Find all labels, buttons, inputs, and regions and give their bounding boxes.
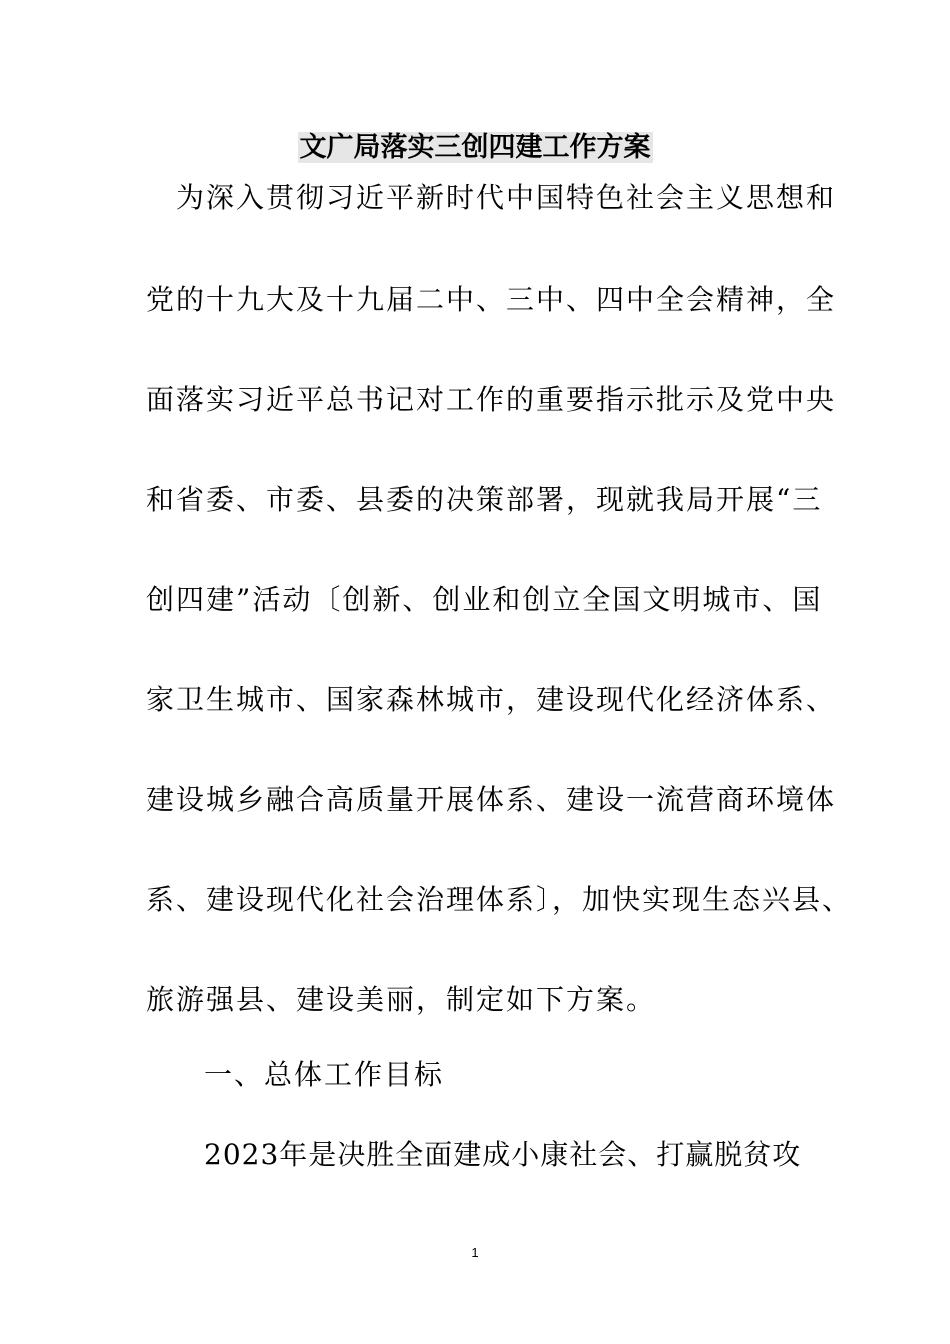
- paragraph-line-10: 2023年是决胜全面建成小康社会、打赢脱贫攻: [204, 1138, 802, 1171]
- document-title: [0, 128, 950, 168]
- paragraph-line-1: 为深入贯彻习近平新时代中国特色社会主义思想和: [176, 181, 837, 214]
- paragraph-line-5: 创四建”活动〔创新、创业和创立全国文明城市、国: [146, 583, 823, 616]
- paragraph-line-3: 面落实习近平总书记对工作的重要指示批示及党中央: [146, 383, 837, 416]
- page-number: 1: [471, 1245, 479, 1260]
- document-title-text: 文广局落实三创四建工作方案: [299, 132, 651, 163]
- paragraph-line-7: 建设城乡融合高质量开展体系、建设一流营商环境体: [146, 783, 837, 816]
- section-heading: 一、总体工作目标: [204, 1058, 445, 1091]
- paragraph-line-9: 旅游强县、建设美丽，制定如下方案。: [146, 983, 657, 1016]
- paragraph-line-4: 和省委、市委、县委的决策部署，现就我局开展“三: [146, 483, 823, 516]
- paragraph-line-2: 党的十九大及十九届二中、三中、四中全会精神，全: [146, 283, 837, 316]
- paragraph-line-8: 系、建设现代化社会治理体系〕，加快实现生态兴县、: [146, 883, 853, 916]
- paragraph-line-6: 家卫生城市、国家森林城市，建设现代化经济体系、: [146, 683, 837, 716]
